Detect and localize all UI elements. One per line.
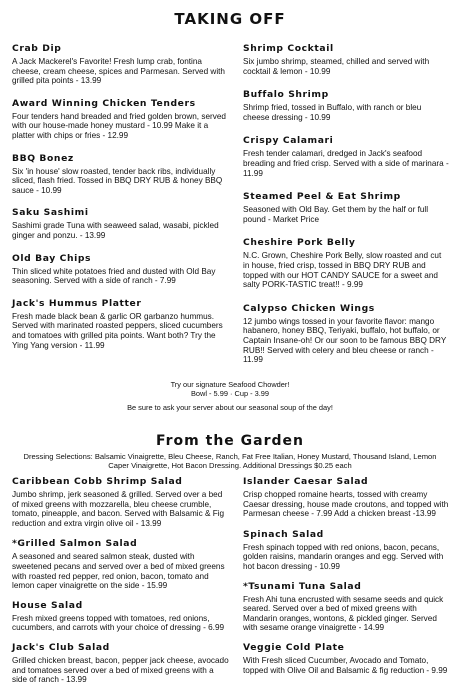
menu-item-name: Buffalo Shrimp xyxy=(243,89,329,101)
menu-item-description: Fresh Ahi tuna encrusted with sesame seeds and quick seared. Served over a bed of mixed greens with Mandarin oranges, wontons, & pickled ginger. Served with sesame orange vinaigrette - 14.99 xyxy=(243,594,444,633)
chowder-prices: Bowl - 5.99 · Cup - 3.99 xyxy=(190,388,270,398)
menu-item xyxy=(12,476,230,528)
menu-item xyxy=(243,476,449,519)
menu-item-name: *Tsunami Tuna Salad xyxy=(243,580,362,592)
taking-off-right-column xyxy=(243,43,449,365)
menu-item-name: Old Bay Chips xyxy=(12,252,92,264)
menu-item xyxy=(243,135,449,178)
menu-item-description: Fresh mixed greens topped with tomatoes, red onions, cucumbers, and carrots with your choice of dressing - 6.99 xyxy=(12,613,225,633)
chowder-promo xyxy=(0,381,460,399)
menu-item xyxy=(243,642,449,675)
menu-item xyxy=(12,153,230,196)
chowder-line: Try our signature Seafood Chowder! xyxy=(170,380,290,389)
menu-item xyxy=(12,253,230,286)
dressing-selections: Dressing Selections: Balsamic Vinaigrette, Bleu Cheese, Ranch, Fat Free Italian, Honey Mustard, Thousand Island, Lemon Caper Vinaigrette, Hot Bacon Dressing. Additional Dressings $0.25 each xyxy=(23,452,437,470)
menu-item-description: With Fresh sliced Cucumber, Avocado and Tomato, topped with Olive Oil and Balsamic & fig reduction - 9.99 xyxy=(243,655,448,675)
menu-item-name: House Salad xyxy=(12,599,83,611)
menu-item xyxy=(12,43,230,86)
menu-item xyxy=(12,98,230,141)
menu-item-description: N.C. Grown, Cheshire Pork Belly, slow roasted and cut in house, fried crisp, tossed in BBQ DRY RUB and topped with our HOT CANDY SAUCE for a sweet and salty PORK-TASTIC treat!! - 9.99 xyxy=(243,251,442,290)
menu-item xyxy=(12,642,230,685)
menu-item-description: Jumbo shrimp, jerk seasoned & grilled. Served over a bed of mixed greens with mozzarella, bleu cheese crumble, tomato, pineapple, and bacon. Served with Balsamic & Fig reduction and extra virgin olive oil - 13.99 xyxy=(12,490,225,528)
menu-item-name: Crab Dip xyxy=(12,43,62,54)
menu-item-description: A Jack Mackerel's Favorite! Fresh lump crab, fontina cheese, cream cheese, spices and Parmesan. Served with grilled pita points - 13.99 xyxy=(12,57,225,86)
menu-item-name: Jack's Club Salad xyxy=(12,641,110,653)
menu-item-name: Islander Caesar Salad xyxy=(243,476,369,487)
menu-item-name: Saku Sashimi xyxy=(12,207,89,219)
menu-item xyxy=(243,581,449,633)
section-title-from-the-garden: From the Garden xyxy=(155,433,304,449)
menu-item-name: Cheshire Pork Belly xyxy=(243,237,356,249)
menu-item-name: Veggie Cold Plate xyxy=(243,641,345,653)
menu-item-description: Six jumbo shrimp, steamed, chilled and served with cocktail & lemon - 10.99 xyxy=(243,57,430,76)
menu-item-name: Steamed Peel & Eat Shrimp xyxy=(243,191,401,203)
menu-item-description: Grilled chicken breast, bacon, pepper jack cheese, avocado and tomatoes served over a bed of mixed greens with a side of ranch - 13.99 xyxy=(12,655,229,685)
garden-left-column xyxy=(12,476,230,685)
menu-item xyxy=(12,538,230,590)
menu-item-description: Shrimp fried, tossed in Buffalo, with ranch or bleu cheese dressing - 10.99 xyxy=(243,103,422,122)
menu-item xyxy=(12,207,230,240)
garden-right-column xyxy=(243,476,449,675)
menu-item-name: Spinach Salad xyxy=(243,528,324,540)
menu-item-name: Shrimp Cocktail xyxy=(243,43,334,54)
menu-item-name: Calypso Chicken Wings xyxy=(243,302,375,314)
menu-item-description: Six 'in house' slow roasted, tender back ribs, individually sliced, flash fried. Tossed in BBQ DRY RUB & honey BBQ sauce - 10.99 xyxy=(12,166,223,195)
menu-item xyxy=(243,89,449,122)
menu-item-description: Seasoned with Old Bay. Get them by the half or full pound - Market Price xyxy=(243,205,429,224)
menu-item-description: Fresh tender calamari, dredged in Jack's seafood breading and fried crisp. Served with a side of marinara - 11.99 xyxy=(243,149,449,178)
taking-off-left-column xyxy=(12,43,230,350)
menu-item-name: *Grilled Salmon Salad xyxy=(12,538,138,550)
menu-item-description: Sashimi grade Tuna with seaweed salad, wasabi, pickled ginger and ponzu. - 13.99 xyxy=(12,221,219,240)
menu-item-name: Crispy Calamari xyxy=(243,135,334,147)
menu-item-name: BBQ Bonez xyxy=(12,152,74,164)
menu-item-name: Caribbean Cobb Shrimp Salad xyxy=(12,476,183,487)
menu-item xyxy=(243,237,449,289)
menu-item-name: Jack's Hummus Platter xyxy=(12,297,142,309)
menu-item xyxy=(243,303,449,365)
menu-item-description: A seasoned and seared salmon steak, dusted with sweetened pecans and served over a bed of mixed greens with roasted red pepper, red onion, bacon, tomato and lemon caper vinaigrette on the side - 15.99 xyxy=(12,552,225,591)
menu-item-description: Fresh made black bean & garlic OR garbanzo hummus. Served with marinated roasted peppers, sliced cucumbers and tomatoes with grilled pita points. Want both? Try the Ying Yang version - 11.99 xyxy=(12,311,223,350)
menu-item-description: Fresh spinach topped with red onions, bacon, pecans, golden raisins, mandarin oranges and egg. Served with hot bacon dressing - 10.99 xyxy=(243,542,444,571)
menu-item-description: Thin sliced white potatoes fried and dusted with Old Bay seasoning. Served with a side of ranch - 7.99 xyxy=(12,266,216,286)
menu-item xyxy=(243,43,449,76)
menu-item xyxy=(243,191,449,224)
soup-note: Be sure to ask your server about our seasonal soup of the day! xyxy=(127,403,333,412)
menu-item xyxy=(243,529,449,572)
menu-item xyxy=(12,600,230,633)
menu-item-description: 12 jumbo wings tossed in your favorite flavor: mango habanero, honey BBQ, Teriyaki, buffalo, hot buffalo, or Captain Insane-oh! Or our soon to be famous BBQ DRY RUB!! Served with celery and bleu cheese or ranch - 11.99 xyxy=(243,316,447,365)
menu-item-description: Crisp chopped romaine hearts, tossed with creamy Caesar dressing, house made croutons, and topped with Parmesan cheese - 7.99 Add a chicken breast -13.99 xyxy=(243,490,449,519)
menu-item-description: Four tenders hand breaded and fried golden brown, served with our house-made honey mustard - 10.99 Make it a platter with chips or fries - 12.99 xyxy=(12,111,226,140)
menu-item-name: Award Winning Chicken Tenders xyxy=(12,97,196,109)
menu-item xyxy=(12,298,230,350)
section-title-taking-off: TAKING OFF xyxy=(174,10,286,28)
